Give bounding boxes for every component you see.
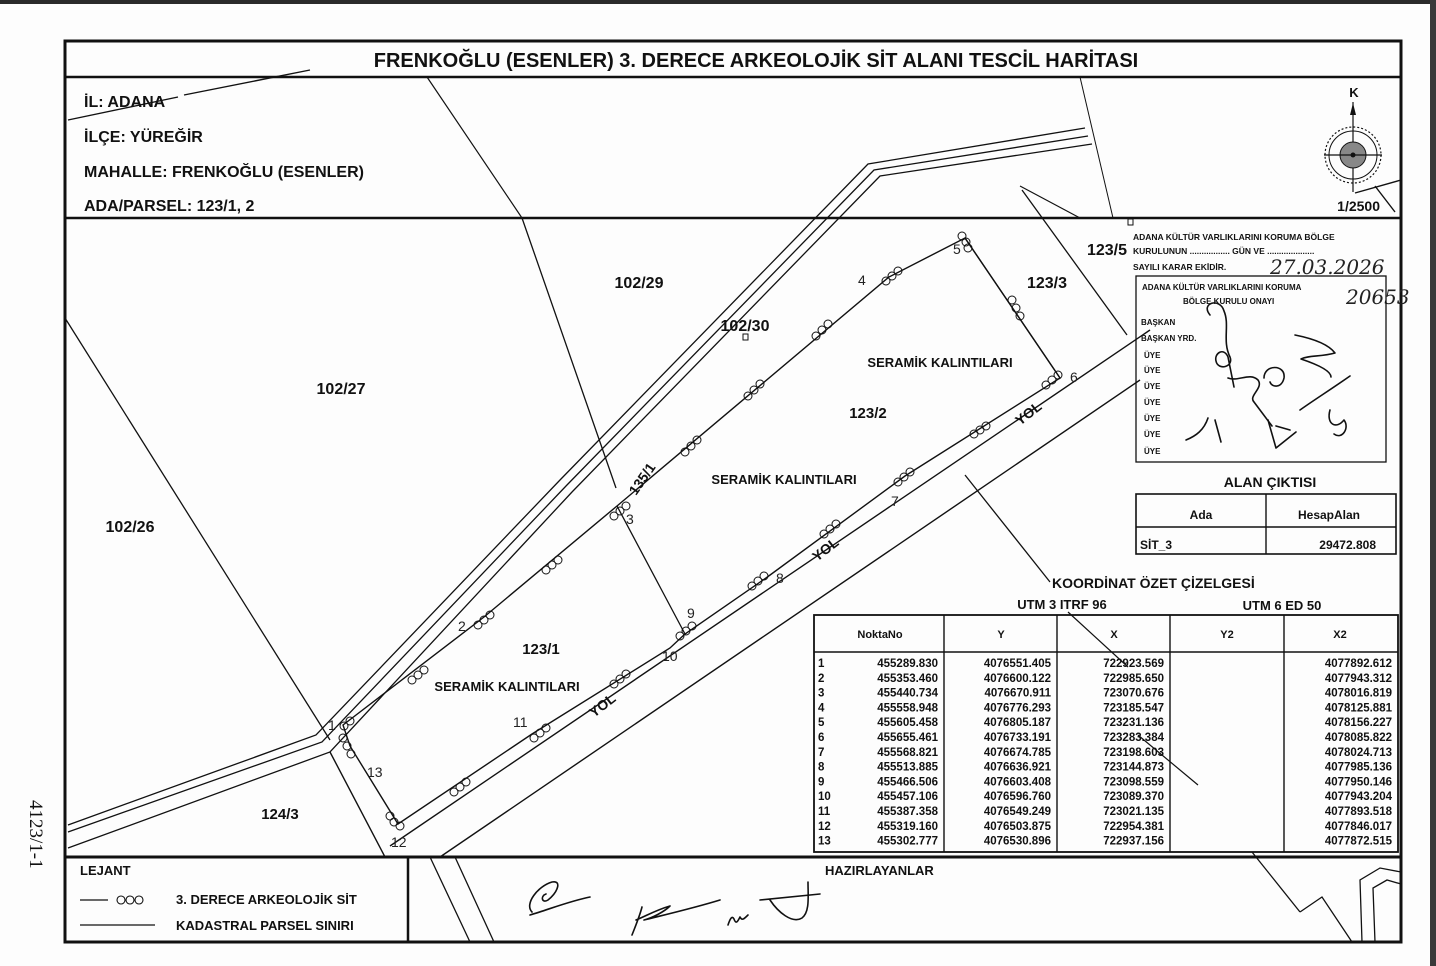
area-label-ceramic-1: SERAMİK KALINTILARI (867, 355, 1013, 370)
parcel-124-3: 124/3 (261, 806, 299, 823)
coordinate-group-utm6: UTM 6 ED 50 (1242, 598, 1322, 613)
road-label-3: YOL (585, 690, 619, 721)
legend-item-site (80, 892, 357, 907)
table-row (818, 836, 1393, 848)
table-cell: 4076551.405 (983, 658, 1051, 670)
svg-text:Y2: Y2 (1220, 629, 1234, 641)
road-label-1: YOL (1011, 398, 1045, 429)
table-cell: 4078024.713 (1324, 746, 1392, 759)
table-cell: 3 (818, 687, 825, 700)
table-row (818, 717, 1392, 729)
svg-text:1: 1 (328, 717, 336, 733)
parcel-123-3: 123/3 (1026, 275, 1068, 292)
parcel-135-1: 135/1 (625, 459, 659, 498)
svg-text:11: 11 (513, 714, 528, 730)
coordinate-group-utm3: UTM 3 ITRF 96 (1017, 597, 1107, 612)
parcel-123-5: 123/5 (1086, 242, 1128, 259)
info-mahalle: MAHALLE: FRENKOĞLU (ESENLER) (84, 164, 364, 181)
page-label: 4123/1-1 (25, 800, 46, 869)
info-il: İL: ADANA (84, 94, 166, 111)
table-cell: 455302.777 (877, 835, 938, 848)
svg-text:NoktaNo: NoktaNo (857, 629, 903, 641)
table-row (818, 732, 1392, 744)
svg-text:Y: Y (997, 629, 1005, 641)
area-output-title: ALAN ÇIKTISI (1223, 474, 1317, 490)
table-cell: 722923.569 (1103, 658, 1164, 670)
parcel-102-27: 102/27 (316, 381, 366, 398)
site-boundary (343, 238, 1060, 824)
table-cell: 723089.370 (1103, 791, 1164, 804)
table-row (818, 762, 1392, 774)
table-row (818, 747, 1392, 759)
preparer-signatures (530, 882, 820, 935)
svg-text:4: 4 (858, 272, 866, 288)
svg-text:X2: X2 (1333, 629, 1347, 641)
svg-text:BAŞKAN: BAŞKAN (1141, 318, 1176, 327)
svg-text:ÜYE: ÜYE (1144, 398, 1161, 407)
table-cell: 4076530.896 (983, 835, 1051, 848)
table-cell: 4076776.293 (983, 702, 1051, 715)
table-cell: 455466.506 (877, 776, 938, 789)
area-label-ceramic-3: SERAMİK KALINTILARI (434, 679, 580, 694)
compass-north-arrow-icon (1324, 85, 1382, 192)
table-cell: 4076805.187 (983, 717, 1051, 730)
table-row (818, 673, 1392, 685)
legend-item-parcel (80, 918, 354, 933)
table-cell: 4078085.822 (1324, 732, 1392, 744)
table-cell: 455387.358 (877, 806, 938, 818)
table-cell: 4077950.146 (1324, 776, 1392, 789)
viewer-scrollbar[interactable] (1430, 0, 1436, 966)
table-cell: 455513.885 (877, 761, 938, 774)
table-cell: 722954.381 (1103, 820, 1164, 833)
table-cell: 4077943.204 (1324, 791, 1392, 804)
table-cell: 4076636.921 (983, 761, 1051, 774)
area-label-ceramic-2: SERAMİK KALINTILARI (711, 472, 857, 487)
svg-text:HesapAlan: HesapAlan (1297, 508, 1361, 522)
table-cell: 455457.106 (877, 791, 938, 804)
table-cell: 455655.461 (877, 732, 938, 744)
table-cell: 455605.458 (877, 717, 938, 730)
table-cell: 723098.559 (1103, 776, 1164, 789)
table-cell: 4077872.515 (1324, 835, 1392, 848)
svg-text:12: 12 (391, 834, 407, 850)
svg-text:ÜYE: ÜYE (1144, 382, 1161, 391)
table-cell: 455558.948 (877, 702, 938, 715)
table-row (818, 806, 1393, 818)
svg-text:7: 7 (891, 493, 899, 509)
table-cell: 4078125.881 (1324, 702, 1392, 715)
table-cell: 4076603.408 (983, 776, 1051, 789)
table-cell: 6 (818, 732, 825, 744)
table-cell: 455353.460 (877, 672, 938, 685)
svg-text:6: 6 (1070, 369, 1078, 385)
table-row (818, 791, 1393, 803)
svg-text:13: 13 (367, 764, 383, 780)
table-cell: 4 (818, 702, 825, 715)
table-cell: 4076600.122 (983, 672, 1051, 685)
table-cell: 723144.873 (1103, 761, 1164, 774)
table-cell: 4077893.518 (1324, 806, 1392, 818)
table-cell: 455568.821 (877, 746, 938, 759)
table-cell: 11 (818, 806, 831, 818)
table-cell: 4076596.760 (983, 791, 1051, 804)
table-cell: 9 (818, 776, 825, 789)
table-cell: 12 (818, 820, 831, 833)
svg-text:3: 3 (626, 511, 634, 527)
coordinate-table (814, 615, 1398, 852)
road-label-2: YOL (808, 534, 842, 565)
svg-text:8: 8 (776, 570, 784, 586)
info-ada-parsel: ADA/PARSEL: 123/1, 2 (84, 198, 255, 215)
table-cell: 10 (818, 791, 831, 804)
table-cell: 1 (818, 658, 825, 670)
table-row (818, 776, 1392, 788)
table-cell: 455319.160 (877, 820, 938, 833)
svg-text:ÜYE: ÜYE (1144, 351, 1161, 360)
table-cell: 723185.547 (1103, 702, 1164, 715)
svg-text:ÜYE: ÜYE (1144, 447, 1161, 456)
approval-block (1133, 232, 1410, 462)
handwritten-number: 20653 (1346, 285, 1410, 309)
info-ilce: İLÇE: YÜREĞİR (84, 129, 203, 146)
table-row (818, 688, 1392, 700)
area-output-table (1136, 494, 1396, 554)
svg-text:ÜYE: ÜYE (1144, 414, 1161, 423)
svg-text:ÜYE: ÜYE (1144, 366, 1161, 375)
table-cell: 5 (818, 717, 825, 730)
table-row (818, 658, 1392, 670)
parcel-102-29: 102/29 (614, 275, 664, 292)
legend-title: LEJANT (80, 863, 131, 878)
table-cell: 4076549.249 (983, 806, 1051, 818)
table-row (818, 821, 1392, 833)
site-symbol-group (339, 232, 1062, 830)
svg-text:SİT_3: SİT_3 (1140, 538, 1173, 552)
table-cell: 4078156.227 (1324, 717, 1392, 730)
svg-text:3. DERECE ARKEOLOJİK SİT: 3. DERECE ARKEOLOJİK SİT (176, 892, 357, 907)
table-cell: 723070.676 (1103, 687, 1164, 700)
table-cell: 4076503.875 (983, 820, 1051, 833)
svg-text:X: X (1110, 629, 1118, 641)
svg-text:SAYILI KARAR EKİDİR.: SAYILI KARAR EKİDİR. (1133, 262, 1227, 272)
table-cell: 4077846.017 (1324, 820, 1392, 833)
table-cell: 723283.384 (1103, 732, 1164, 744)
table-cell: 8 (818, 761, 825, 774)
table-cell: 4076674.785 (983, 746, 1051, 759)
svg-text:5: 5 (953, 241, 961, 257)
table-cell: 4076670.911 (984, 687, 1051, 700)
table-cell: 722937.156 (1103, 835, 1164, 848)
table-cell: 455440.734 (877, 687, 938, 700)
table-cell: 723198.603 (1103, 746, 1164, 759)
parcel-102-30: 102/30 (720, 318, 770, 335)
map-title: FRENKOĞLU (ESENLER) 3. DERECE ARKEOLOJİK SİT ALANI TESCİL HARİTASI (373, 50, 1139, 72)
svg-text:ADANA KÜLTÜR VARLIKLARINI KORU: ADANA KÜLTÜR VARLIKLARINI KORUMA BÖLGE (1133, 232, 1335, 242)
svg-text:BÖLGE KURULU ONAYI: BÖLGE KURULU ONAYI (1183, 297, 1275, 306)
coordinate-table-title: KOORDİNAT ÖZET ÇİZELGESİ (1052, 575, 1255, 591)
svg-text:2: 2 (458, 618, 466, 634)
point-labels (328, 241, 1078, 850)
svg-text:KURULUNUN ................. GÜ: KURULUNUN ................. GÜN VE .................... (1133, 246, 1315, 256)
map-scale: 1/2500 (1337, 198, 1380, 214)
preparers-title: HAZIRLAYANLAR (825, 863, 934, 878)
svg-text:K: K (1349, 85, 1359, 100)
table-cell: 723021.135 (1103, 806, 1164, 818)
svg-text:Ada: Ada (1189, 508, 1213, 522)
site-boundary-symbol-icon (117, 896, 143, 904)
table-cell: 455289.830 (877, 658, 938, 670)
svg-text:ÜYE: ÜYE (1144, 430, 1161, 439)
table-cell: 4076733.191 (983, 732, 1051, 744)
svg-text:29472.808: 29472.808 (1319, 538, 1376, 552)
table-cell: 2 (818, 672, 825, 685)
handwritten-date: 27.03.2026 (1270, 255, 1385, 279)
svg-text:KADASTRAL PARSEL SINIRI: KADASTRAL PARSEL SINIRI (176, 918, 354, 933)
svg-text:BAŞKAN YRD.: BAŞKAN YRD. (1141, 334, 1197, 343)
table-cell: 4077985.136 (1324, 761, 1392, 774)
table-row (818, 702, 1393, 714)
table-cell: 13 (818, 835, 831, 848)
table-cell: 723231.136 (1103, 717, 1164, 730)
table-cell: 4078016.819 (1324, 687, 1392, 700)
parcel-123-2: 123/2 (849, 405, 887, 422)
parcel-123-1: 123/1 (522, 641, 560, 658)
parcel-102-26: 102/26 (105, 519, 155, 536)
svg-text:ADANA KÜLTÜR VARLIKLARINI KORU: ADANA KÜLTÜR VARLIKLARINI KORUMA (1142, 283, 1302, 292)
table-cell: 722985.650 (1103, 672, 1164, 685)
table-cell: 4077892.612 (1324, 658, 1392, 670)
svg-text:9: 9 (687, 605, 695, 621)
svg-text:10: 10 (662, 648, 678, 664)
table-cell: 4077943.312 (1324, 672, 1392, 685)
table-cell: 7 (818, 746, 825, 759)
